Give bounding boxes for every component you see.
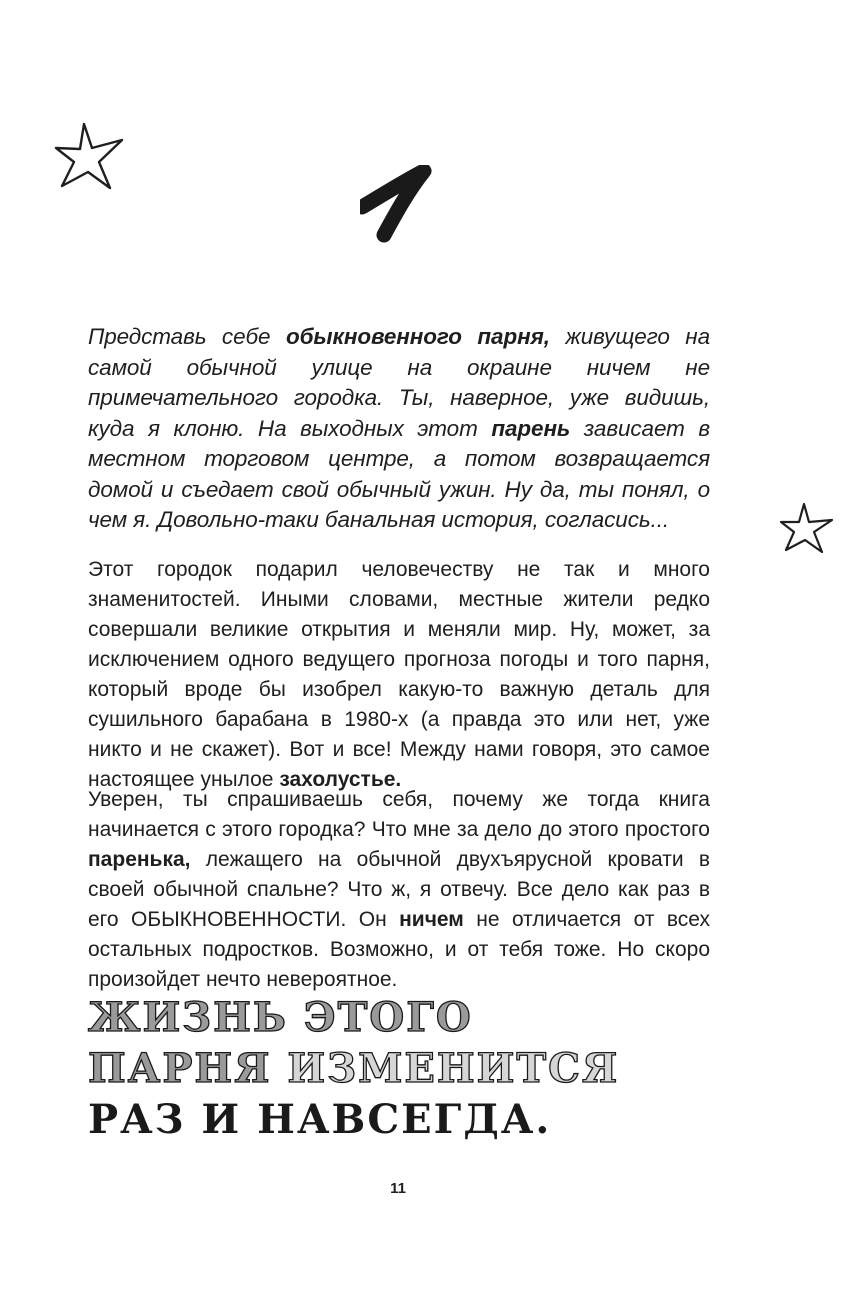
emphasis-text: парень — [491, 415, 571, 441]
headline-line-2: ПАРНЯ ИЗМЕНИТСЯ — [88, 1045, 620, 1092]
emphasis-text: захолустье. — [279, 768, 402, 791]
body-paragraph: Уверен, ты спрашиваешь себя, почему же тогда книга начинается с этого городка? Что мне за дело до этого простого паренька, лежащего на обычной двухъярусной кровати в своей обычной спальне? Что ж, я отвечу. Все дело как раз в его ОБЫКНОВЕННОСТИ. Он ничем не отличается от всех остальных подростков. Возможно, и от тебя тоже. Но скоро произойдет нечто невероятное. — [88, 788, 710, 991]
body-paragraph: Этот городок подарил человечеству не так и много знаменитостей. Иными словами, местные жители редко совершали великие открытия и меняли мир. Ну, может, за исключением одного ведущего прогноза погоды и того парня, который вроде бы изобрел какую-то важную деталь для сушильного барабана в 1980-х (а правда это или нет, уже никто и не скажет). Вот и все! Между нами говоря, это самое настоящее унылое захолустье. — [88, 558, 710, 791]
star-doodle-icon — [778, 500, 836, 556]
emphasis-text: паренька, — [88, 848, 191, 871]
emphasis-text: ничем — [399, 908, 464, 931]
emphasis-text: обыкновенного парня, — [285, 324, 550, 349]
chapter-number-text — [440, 165, 441, 166]
intro-paragraph: Представь себе обыкновенного парня, живущего на самой обычной улице на окраине ничем не примечательного городка. Ты, наверное, уже видишь, куда я клоню. На выходных этот парень зависает в местном торговом центре, а потом возвращается домой и съедает свой обычный ужин. Ну да, ты понял, о чем я. Довольно-таки банальная история, согласись... — [88, 324, 710, 532]
headline — [88, 992, 788, 1145]
headline-line-3: РАЗ И НАВСЕГДА. — [88, 1096, 552, 1143]
page-number: 11 — [390, 1180, 406, 1197]
headline-line-1: ЖИЗНЬ ЭТОГО — [88, 994, 473, 1041]
star-doodle-icon — [52, 118, 130, 194]
chapter-number — [360, 165, 440, 245]
